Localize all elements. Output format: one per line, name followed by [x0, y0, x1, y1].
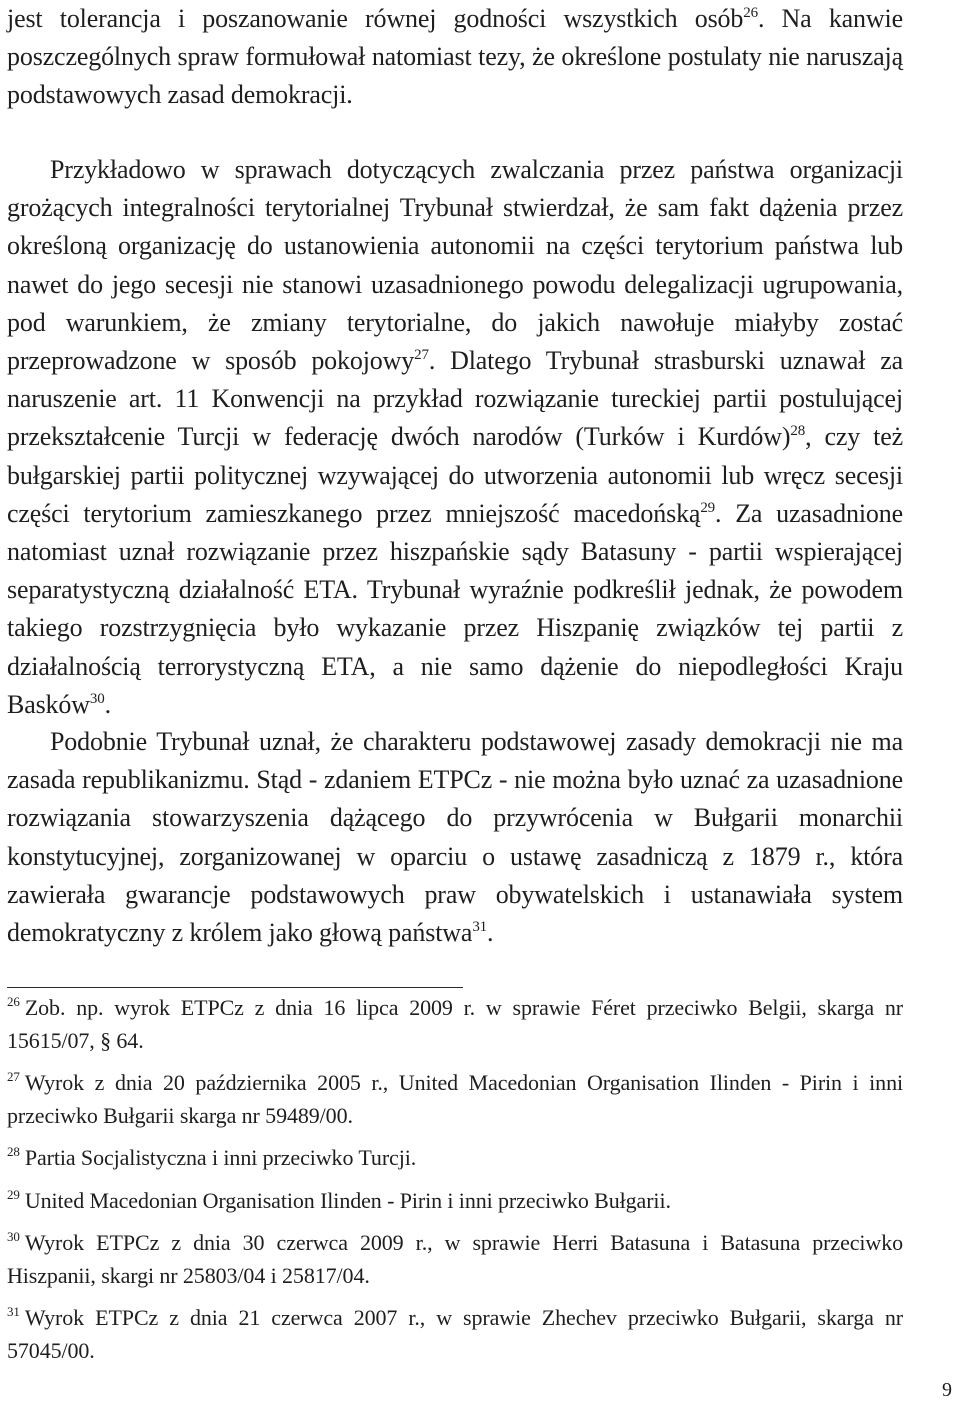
footnote-number: 26: [7, 994, 20, 1009]
paragraph-text: . Na kanwie poszczególnych spraw formułował natomiast tezy, że określone postulaty nie naruszają podstawowych zasad demokracji.: [7, 4, 903, 110]
paragraph-text: . Dlatego Trybunał strasburski uznawał za naruszenie art. 11 Konwencji na przykład rozwiązanie tureckiej partii postulującej przekształcenie Turcji w federację dwóch narodów (Turków i Kurdów): [7, 346, 903, 452]
footnote-reference[interactable]: 28: [790, 423, 806, 440]
footnote-text: Wyrok ETPCz z dnia 30 czerwca 2009 r., w sprawie Herri Batasuna i Batasuna przeciwko Hiszpanii, skargi nr 25803/04 i 25817/04.: [7, 1230, 903, 1288]
footnote-text: Wyrok ETPCz z dnia 21 czerwca 2007 r., w sprawie Zhechev przeciwko Bułgarii, skarga nr 57045/00.: [7, 1305, 903, 1363]
paragraph-text: Przykładowo w sprawach dotyczących zwalczania przez państwa organizacji grożących integralności terytorialnej Trybunał stwierdzał, że sam fakt dążenia przez określoną organizację do ustanowienia autonomii na części terytorium państwa lub nawet do jego secesji nie stanowi uzasadnionego powodu delegalizacji ugrupowania, pod warunkiem, że zmiany terytorialne, do jakich nawołuje miałyby zostać przeprowadzone w sposób pokojowy: [7, 155, 903, 376]
paragraph-text: jest tolerancja i poszanowanie równej godności wszystkich osób: [7, 4, 744, 33]
footnote-reference[interactable]: 26: [743, 5, 758, 21]
footnote: [7, 1227, 903, 1292]
body-paragraph: [7, 151, 903, 724]
footnote-reference[interactable]: 27: [414, 347, 429, 364]
paragraph-text: . Za uzasadnione natomiast uznał rozwiązanie przez hiszpańskie sądy Batasuny - partii wspierającej separatystyczną działalność ETA. Trybunał wyraźnie podkreślił jednak, że powodem takiego rozstrzygnięcia było wykazanie przez Hiszpanię związków tej partii z działalnością terrorystyczną ETA, a nie samo dążenie do niepodległości Kraju Basków: [7, 498, 903, 719]
footnote-text: Partia Socjalistyczna i inni przeciwko Turcji.: [24, 1145, 417, 1170]
paragraph-text: , czy też bułgarskiej partii politycznej wzywającej do utworzenia autonomii lub wręcz secesji części terytorium zamieszkanego przez mniejszość macedońską: [7, 422, 903, 528]
footnote: [7, 1185, 903, 1218]
paragraph-text: .: [104, 689, 111, 719]
footnote-separator: [7, 987, 463, 988]
paragraph-text: Podobnie Trybunał uznał, że charakteru podstawowej zasady demokracji nie ma zasada republikanizmu. Stąd - zdaniem ETPCz - nie można było uznać za uzasadnione rozwiązania stowarzyszenia dążącego do przywrócenia w Bułgarii monarchii konstytucyjnej, zorganizowanej w oparciu o ustawę zasadniczą z 1879 r., która zawierała gwarancje podstawowych praw obywatelskich i ustanawiała system demokratyczny z królem jako głową państwa: [7, 727, 903, 948]
footnote: [7, 1302, 903, 1367]
footnote-number: 31: [7, 1304, 20, 1319]
body-paragraph: [7, 0, 903, 115]
page-number: 9: [942, 1379, 952, 1401]
footnote-reference[interactable]: 31: [472, 919, 488, 936]
footnote-number: 28: [7, 1144, 20, 1159]
footnote: [7, 992, 903, 1057]
footnote-number: 27: [7, 1069, 20, 1084]
footnote: [7, 1067, 903, 1132]
body-paragraph: [7, 723, 903, 952]
footnote-text: United Macedonian Organisation Ilinden - Pirin i inni przeciwko Bułgarii.: [24, 1187, 671, 1213]
paragraph-text: .: [487, 918, 494, 948]
footnote-reference[interactable]: 30: [89, 690, 105, 707]
footnote-number: 29: [7, 1186, 20, 1202]
footnote-text: Zob. np. wyrok ETPCz z dnia 16 lipca 2009 r. w sprawie Féret przeciwko Belgii, skarga nr 15615/07, § 64.: [7, 995, 903, 1053]
footnote-text: Wyrok z dnia 20 października 2005 r., United Macedonian Organisation Ilinden - Pirin i inni przeciwko Bułgarii skarga nr 59489/00.: [7, 1070, 903, 1128]
footnotes-section: [7, 992, 903, 1367]
footnote-number: 30: [7, 1229, 20, 1244]
footnote-reference[interactable]: 29: [700, 499, 716, 516]
footnote: [7, 1142, 903, 1175]
